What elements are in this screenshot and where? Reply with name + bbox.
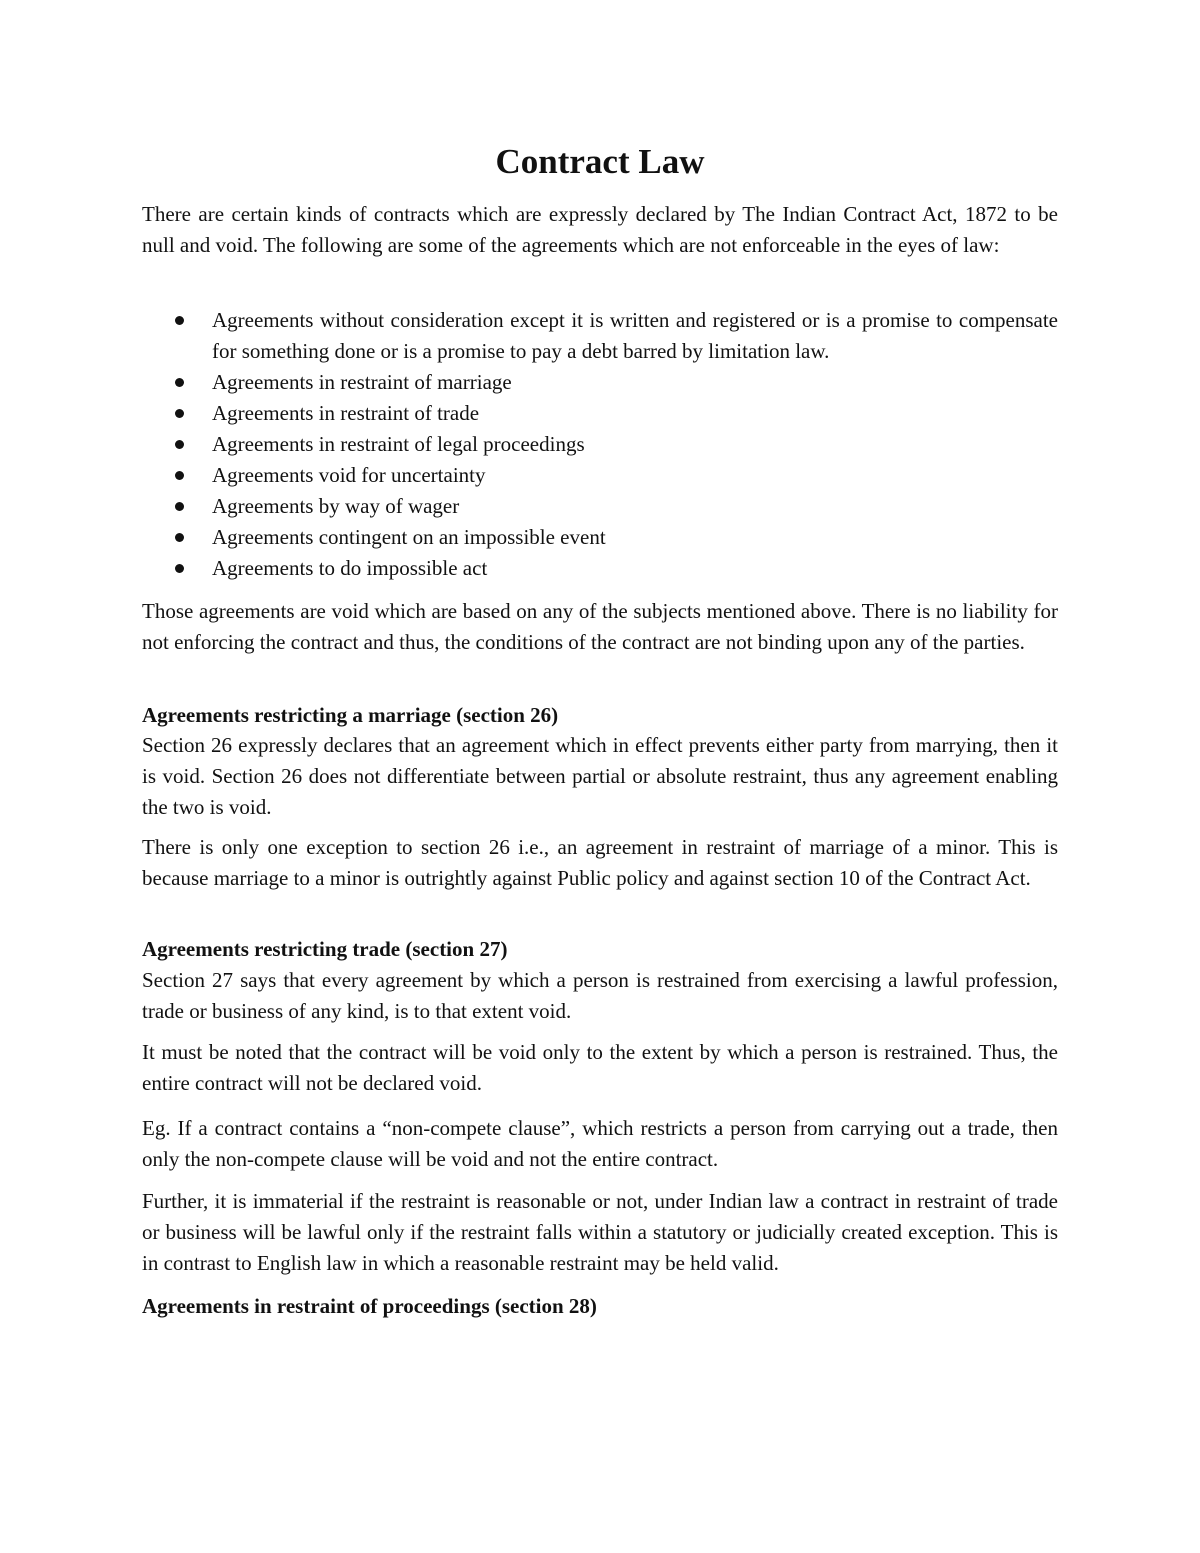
void-agreements-list bbox=[142, 305, 1058, 584]
section-27-paragraph-1: Section 27 says that every agreement by which a person is restrained from exercising a lawful profession, trade or business of any kind, is to that extent void. bbox=[142, 968, 1058, 1023]
section-26-paragraph-2: There is only one exception to section 26 i.e., an agreement in restraint of marriage of a minor. This is because marriage to a minor is outrightly against Public policy and against section 10 of the Contract Act. bbox=[142, 835, 1058, 890]
bullet-icon bbox=[175, 316, 184, 325]
bullet-icon bbox=[175, 533, 184, 542]
bullet-icon bbox=[175, 409, 184, 418]
section-27-paragraph-2: It must be noted that the contract will be void only to the extent by which a person is restrained. Thus, the entire contract will not be declared void. bbox=[142, 1040, 1058, 1095]
intro-paragraph: There are certain kinds of contracts which are expressly declared by The Indian Contract Act, 1872 to be null and void. The following are some of the agreements which are not enforceable in the eyes of law: bbox=[142, 202, 1058, 257]
bullet-icon bbox=[175, 502, 184, 511]
section-27-paragraph-3: Eg. If a contract contains a “non-compete clause”, which restricts a person from carrying out a trade, then only the non-compete clause will be void and not the entire contract. bbox=[142, 1116, 1058, 1171]
list-item: Agreements contingent on an impossible event bbox=[142, 522, 1058, 553]
section-26-heading: Agreements restricting a marriage (section 26) bbox=[142, 703, 559, 727]
section-27-paragraph-4: Further, it is immaterial if the restraint is reasonable or not, under Indian law a contract in restraint of trade or business will be lawful only if the restraint falls within a statutory or judicially created exception. This is in contrast to English law in which a reasonable restraint may be held valid. bbox=[142, 1189, 1058, 1275]
list-item: Agreements in restraint of legal proceedings bbox=[142, 429, 1058, 460]
summary-paragraph: Those agreements are void which are based on any of the subjects mentioned above. There is no liability for not enforcing the contract and thus, the conditions of the contract are not binding upon any of the parties. bbox=[142, 599, 1058, 654]
list-item: Agreements to do impossible act bbox=[142, 553, 1058, 584]
page-title: Contract Law bbox=[495, 142, 705, 181]
list-item: Agreements void for uncertainty bbox=[142, 460, 1058, 491]
section-27-heading: Agreements restricting trade (section 27) bbox=[142, 937, 508, 961]
section-26-paragraph-1: Section 26 expressly declares that an agreement which in effect prevents either party from marrying, then it is void. Section 26 does not differentiate between partial or absolute restraint, thus any agreement enabling the two is void. bbox=[142, 733, 1058, 819]
bullet-icon bbox=[175, 471, 184, 480]
bullet-icon bbox=[175, 564, 184, 573]
list-item: Agreements in restraint of trade bbox=[142, 398, 1058, 429]
list-item: Agreements by way of wager bbox=[142, 491, 1058, 522]
list-item: Agreements without consideration except it is written and registered or is a promise to compensate for something done or is a promise to pay a debt barred by limitation law. bbox=[142, 305, 1058, 367]
bullet-icon bbox=[175, 440, 184, 449]
list-item: Agreements in restraint of marriage bbox=[142, 367, 1058, 398]
bullet-icon bbox=[175, 378, 184, 387]
section-28-heading: Agreements in restraint of proceedings (section 28) bbox=[142, 1294, 597, 1318]
